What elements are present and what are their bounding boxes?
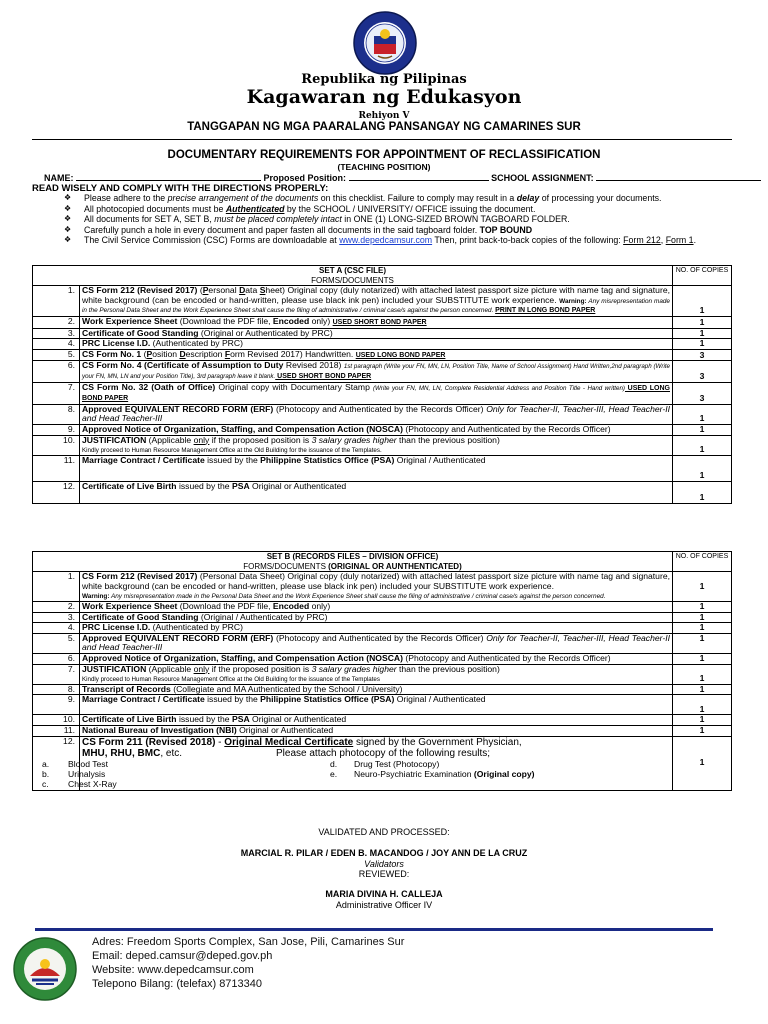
table-row: 5. Approved EQUIVALENT RECORD FORM (ERF) (Photocopy and Authenticated by the Records Officer) Only for Teacher-II, Teacher-III, Head Teacher-II and Head Teacher-III 1: [33, 633, 732, 653]
form-1-link[interactable]: Form 1: [665, 235, 694, 245]
set-a-heading: SET A (CSC FILE): [319, 266, 386, 275]
table-row: 1. CS Form 212 (Revised 2017) (Personal Data Sheet) Original copy (duly notarized) with attached latest passport size picture with name tag and signature, white background (can be encoded or hand-written, please use black ink pen) included your SUBSTITUTE work experience. Warning: Any misrepresentation made in the Personal Data Sheet and the Work Experience Sheet shall cause the filing of administrative / criminal case/s against the person concerned. 1: [33, 572, 732, 602]
set-b-heading: SET B (RECORDS FILES – DIVISION OFFICE): [266, 552, 439, 561]
document-subtitle: (TEACHING POSITION): [337, 162, 431, 172]
table-row: 10. Certificate of Live Birth issued by the PSA Original or Authenticated 1: [33, 715, 732, 726]
diamond-bullet-icon: ❖: [64, 224, 72, 234]
name-label: NAME:: [44, 173, 74, 183]
table-header-row: SET B (RECORDS FILES – DIVISION OFFICE) FORMS/DOCUMENTS (ORIGINAL OR AUNTHENTICATED) NO. OF COPIES: [33, 552, 732, 572]
table-row: 12. CS Form 211 (Revised 2018) - Original Medical Certificate signed by the Government Physician, MHU, RHU, BMC, etc. Please attach photocopy of the following results; a. Blood Test b. Urinalysis c. Chest X-Ray d. Drug Test (Photocopy) e. Neuro-Psychiatric Examination (Original copy) 1: [33, 736, 732, 790]
table-row: 5. CS Form No. 1 (Position Description Form Revised 2017) Handwritten. USED LONG BOND PAPER 3: [33, 349, 732, 361]
footer-address: Adres: Freedom Sports Complex, San Jose, Pili, Camarines Sur: [92, 936, 405, 948]
table-row: 11. National Bureau of Investigation (NBI) Original or Authenticated 1: [33, 725, 732, 736]
table-row: 10. JUSTIFICATION (Applicable only if the proposed position is 3 salary grades higher than the previous position) Kindly proceed to Human Resource Management Office at the Old Building for the issuance of the Templates. 1: [33, 435, 732, 455]
list-item: a. Blood Test: [42, 758, 108, 769]
set-b-table: [32, 551, 732, 791]
direction-item: ❖ Please adhere to the precise arrangement of the documents on this checklist. Failure to comply may result in a delay of processing your documents.: [64, 193, 662, 203]
direction-item: ❖ Carefully punch a hole in every document and paper fasten all documents in the said tagboard folder. TOP BOUND: [64, 224, 533, 235]
copies-header: NO. OF COPIES: [673, 266, 732, 286]
set-b-subheading: FORMS/DOCUMENTS: [243, 561, 329, 571]
diamond-bullet-icon: ❖: [64, 193, 72, 202]
table-row: 4. PRC License I.D. (Authenticated by PRC) 1: [33, 623, 732, 634]
form-212-link[interactable]: Form 212: [623, 235, 661, 245]
list-item: b. Urinalysis: [42, 768, 106, 779]
copies-header: NO. OF COPIES: [673, 552, 732, 572]
table-row: 11. Marriage Contract / Certificate issued by the Philippine Statistics Office (PSA) Original / Authenticated 1: [33, 455, 732, 481]
reviewer-title: Administrative Officer IV: [335, 900, 433, 910]
assignment-input-line[interactable]: [596, 172, 761, 181]
direction-item: ❖ All photocopied documents must be Authenticated by the SCHOOL / UNIVERSITY/ OFFICE issuing the document.: [64, 203, 536, 214]
table-row: 9. Approved Notice of Organization, Staffing, and Compensation Action (NOSCA) (Photocopy and Authenticated by the Records Officer) 1: [33, 424, 732, 435]
table-row: 1. CS Form 212 (Revised 2017) (Personal Data Sheet) Original copy (duly notarized) with attached latest passport size picture with name tag and signature, white background (can be encoded or hand-written, please use black ink pen) included your SUBSTITUTE work experience. Warning: Any misrepresentation made in the Personal Data Sheet and the Work Experience Sheet shall cause the filing of administrative / criminal case/s against the person concerned. PRINT IN LONG BOND PAPER 1: [33, 286, 732, 317]
direction-item: ❖ The Civil Service Commission (CSC) Forms are downloadable at www.depedcamsur.com Then, print back-to-back copies of the following: Form 212, Form 1.: [64, 235, 697, 245]
footer-email[interactable]: Email: deped.camsur@deped.gov.ph: [92, 950, 273, 962]
applicant-fields: [44, 172, 761, 183]
set-a-table: [32, 265, 732, 504]
table-row: 9. Marriage Contract / Certificate issued by the Philippine Statistics Office (PSA) Original / Authenticated 1: [33, 695, 732, 715]
list-item: d. Drug Test (Photocopy): [330, 758, 440, 769]
diamond-bullet-icon: ❖: [64, 214, 72, 223]
lab-results-list: [42, 760, 670, 790]
reviewed-label: REVIEWED:: [358, 869, 410, 879]
name-input-line[interactable]: [76, 172, 261, 181]
list-item: e. Neuro-Psychiatric Examination (Original copy): [330, 768, 535, 779]
table-row: 7. JUSTIFICATION (Applicable only if the proposed position is 3 salary grades higher than the previous position) Kindly proceed to Human Resource Management Office at the Old Building for the issuance of the Templates 1: [33, 664, 732, 684]
table-row: 7. CS Form No. 32 (Oath of Office) Original copy with Documentary Stamp (Write your FN, MN, LN, Complete Residential Address and Position Title - Hand written) USED LONG BOND PAPER 3: [33, 382, 732, 404]
table-row: 4. PRC License I.D. (Authenticated by PRC) 1: [33, 339, 732, 350]
deped-seal-icon: [352, 10, 418, 76]
table-row: 3. Certificate of Good Standing (Original / Authenticated by PRC) 1: [33, 612, 732, 623]
footer-phone: Telepono Bilang: (telefax) 8713340: [92, 978, 263, 990]
footer-website[interactable]: Website: www.depedcamsur.com: [92, 964, 254, 976]
list-item: c. Chest X-Ray: [42, 778, 117, 789]
region-line: Rehiyon V: [358, 111, 410, 121]
document-title: DOCUMENTARY REQUIREMENTS FOR APPOINTMENT OF RECLASSIFICATION: [167, 149, 601, 161]
table-row: 2. Work Experience Sheet (Download the PDF file, Encoded only) USED SHORT BOND PAPER 1: [33, 316, 732, 328]
table-row: 8. Approved EQUIVALENT RECORD FORM (ERF) (Photocopy and Authenticated by the Records Officer) Only for Teacher-II, Teacher-III, Head Teacher-II and Head Teacher-III 1: [33, 404, 732, 424]
office-name: TANGGAPAN NG MGA PAARALANG PANSANGAY NG CAMARINES SUR: [187, 121, 581, 133]
table-header-row: [33, 266, 732, 286]
set-a-subheading: FORMS/DOCUMENTS: [311, 275, 394, 285]
diamond-bullet-icon: ❖: [64, 203, 72, 213]
header-rule: [32, 139, 732, 140]
direction-item: ❖ All documents for SET A, SET B, must be placed completely intact in ONE (1) LONG-SIZED BROWN TAGBOARD FOLDER.: [64, 214, 570, 224]
department-name: Kagawaran ng Edukasyon: [246, 86, 522, 108]
directions-list: [64, 193, 724, 246]
republic-line: Republika ng Pilipinas: [301, 72, 467, 87]
table-row: 2. Work Experience Sheet (Download the PDF file, Encoded only) 1: [33, 601, 732, 612]
read-wisely-heading: READ WISELY AND COMPLY WITH THE DIRECTIONS PROPERLY:: [32, 183, 329, 194]
website-link[interactable]: www.depedcamsur.com: [339, 235, 433, 245]
reviewer-name: MARIA DIVINA H. CALLEJA: [325, 889, 443, 899]
diamond-bullet-icon: ❖: [64, 235, 72, 244]
position-label: Proposed Position:: [263, 173, 347, 183]
table-row: 3. Certificate of Good Standing (Original or Authenticated by PRC) 1: [33, 328, 732, 339]
assignment-label: SCHOOL ASSIGNMENT:: [491, 173, 594, 183]
position-input-line[interactable]: [349, 172, 489, 181]
table-row: 6. CS Form No. 4 (Certificate of Assumption to Duty Revised 2018) 1st paragraph (Write your FN, MN, LN, Position Title, Name of School Assignment) Hand Written,2nd paragraph (Write your FN, MN, LN and your Position Title), 3rd paragraph leave it blank. USED SHORT BOND PAPER 3: [33, 361, 732, 382]
validated-label: VALIDATED AND PROCESSED:: [318, 827, 450, 837]
footer-rule: [35, 928, 713, 931]
table-row: 12. Certificate of Live Birth issued by the PSA Original or Authenticated 1: [33, 481, 732, 503]
validators-title: Validators: [364, 859, 404, 869]
table-row: 8. Transcript of Records (Collegiate and MA Authenticated by the School / University) 1: [33, 684, 732, 695]
division-logo-icon: [12, 936, 78, 1002]
validators-names: MARCIAL R. PILAR / EDEN B. MACANDOG / JOY ANN DE LA CRUZ: [240, 848, 528, 858]
table-row: 6. Approved Notice of Organization, Staffing, and Compensation Action (NOSCA) (Photocopy and Authenticated by the Records Officer) 1: [33, 653, 732, 664]
